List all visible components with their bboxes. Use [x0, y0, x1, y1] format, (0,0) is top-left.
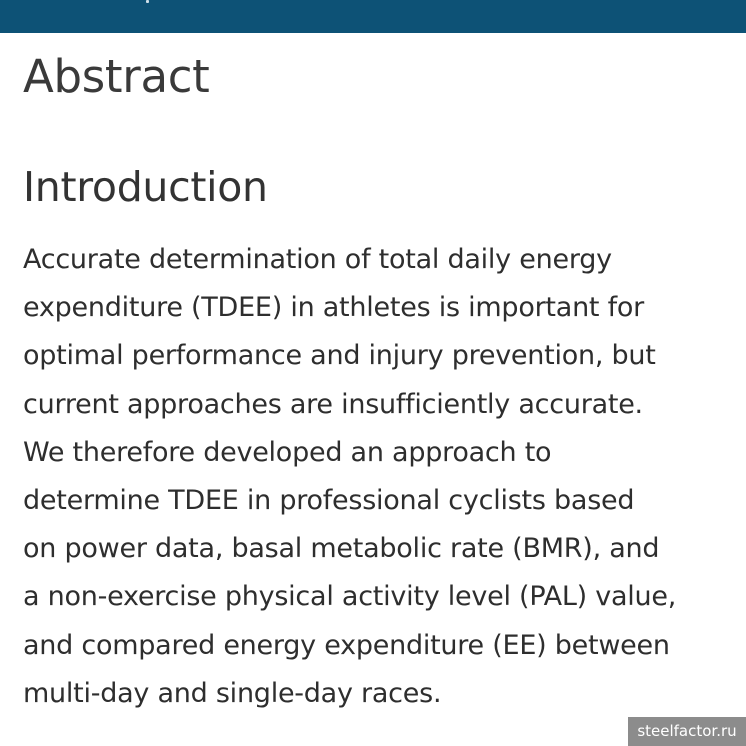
- watermark-label: steelfactor.ru: [628, 717, 746, 746]
- introduction-paragraph: [23, 236, 745, 718]
- paragraph-line: current approaches are insufficiently accurate.: [23, 388, 643, 420]
- paragraph-line: on power data, basal metabolic rate (BMR), and: [23, 533, 660, 565]
- nav-bar-glyph: [146, 0, 149, 3]
- paragraph-line: expenditure (TDEE) in athletes is important for: [23, 292, 644, 324]
- paragraph-line: determine TDEE in professional cyclists based: [23, 485, 635, 517]
- paragraph-line: a non-exercise physical activity level (PAL) value,: [23, 581, 677, 613]
- paragraph-line: Accurate determination of total daily energy: [23, 244, 612, 275]
- paragraph-line: optimal performance and injury prevention, but: [23, 340, 656, 372]
- introduction-heading: Introduction: [23, 163, 268, 211]
- top-navigation-bar: [0, 0, 746, 33]
- paragraph-line: and compared energy expenditure (EE) between: [23, 629, 670, 661]
- abstract-heading: Abstract: [23, 50, 210, 103]
- paragraph-line: We therefore developed an approach to: [23, 436, 552, 468]
- paragraph-line: multi-day and single-day races.: [23, 677, 442, 709]
